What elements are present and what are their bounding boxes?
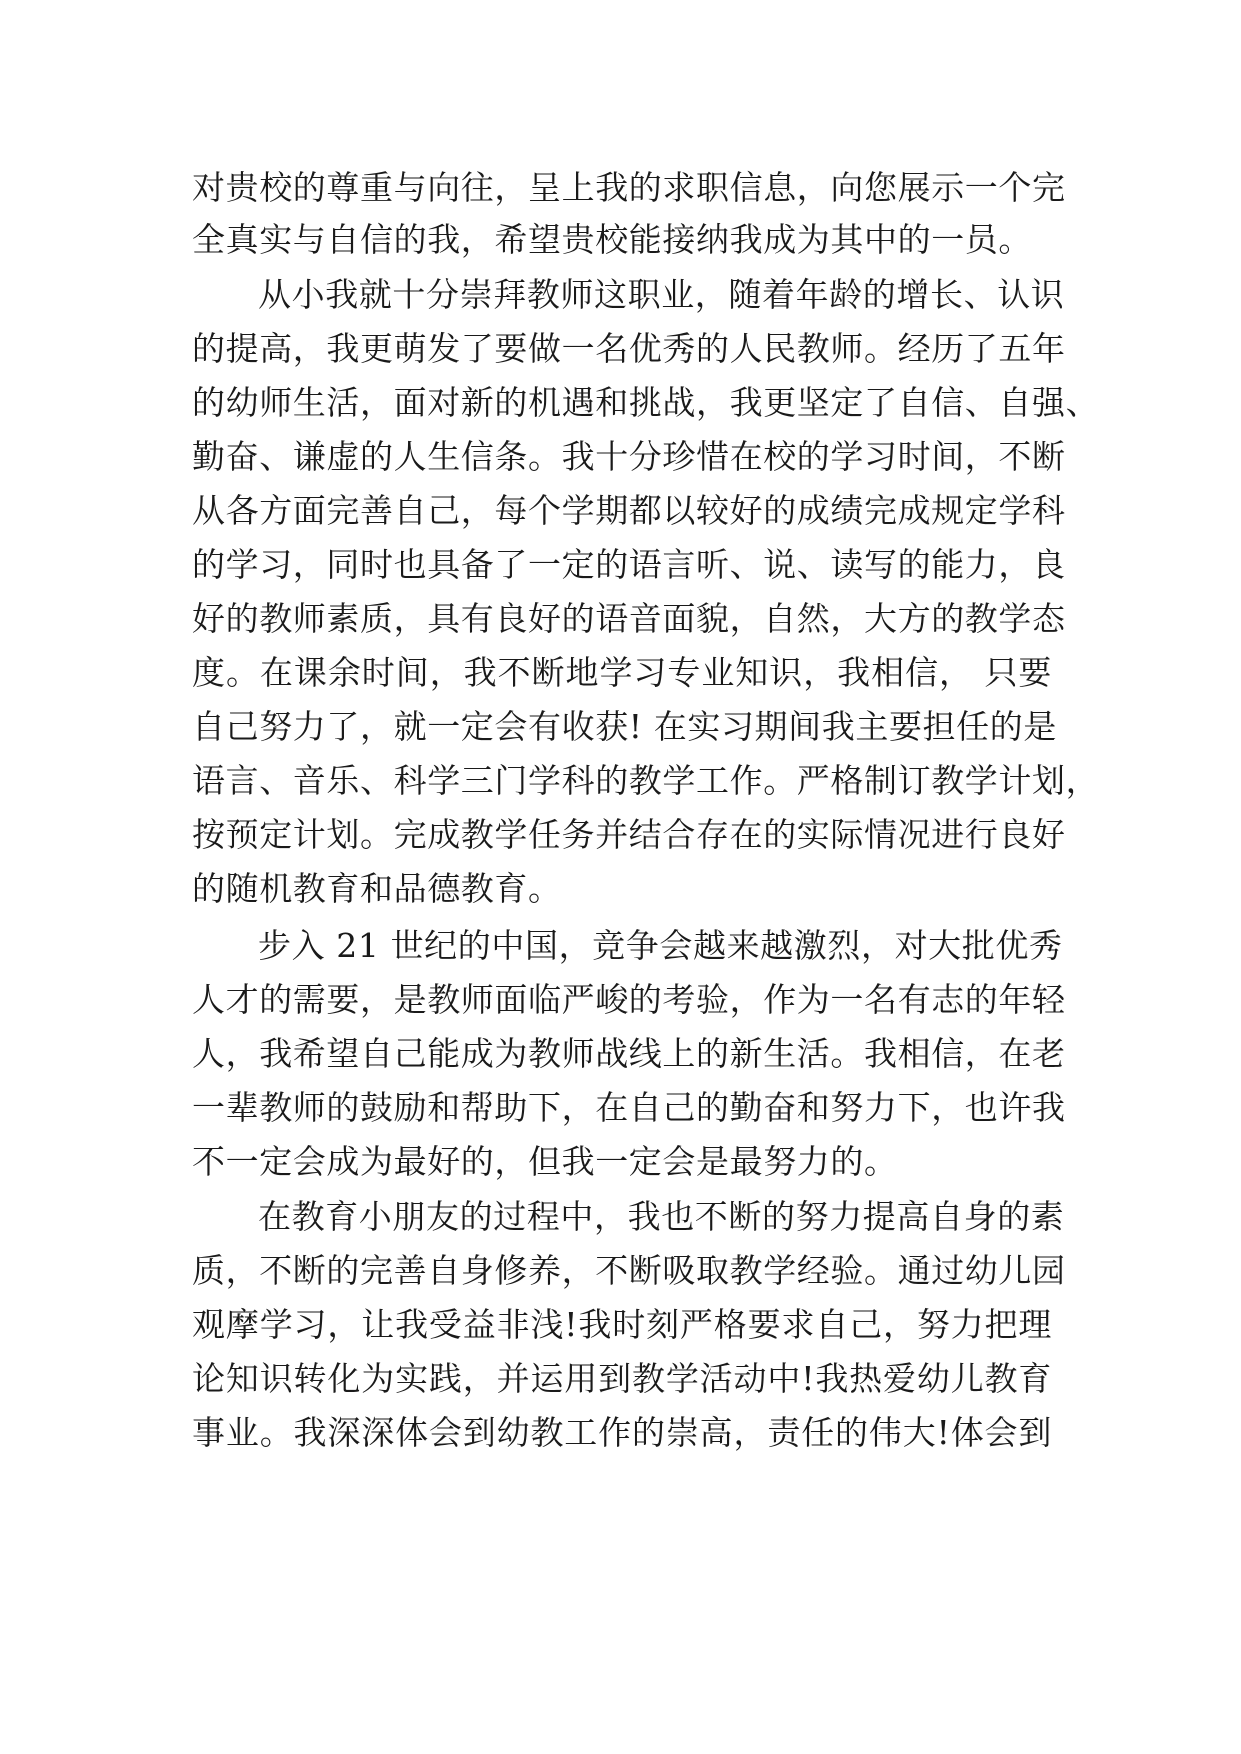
text-line-11: 自己努力了，就一定会有收获! 在实习期间我主要担任的是 (192, 707, 1057, 746)
text-line-23: 论知识转化为实践，并运用到教学活动中!我热爱幼儿教育 (192, 1359, 1052, 1398)
text-line-13: 按预定计划。完成教学任务并结合存在的实际情况进行良好 (192, 815, 1066, 854)
text-line-9: 好的教师素质，具有良好的语音面貌，自然，大方的教学态 (192, 599, 1066, 638)
text-line-5: 的幼师生活，面对新的机遇和挑战，我更坚定了自信、自强、 (192, 383, 1100, 422)
text-line-8: 的学习，同时也具备了一定的语言听、说、读写的能力，良 (192, 545, 1066, 584)
text-line-6: 勤奋、谦虚的人生信条。我十分珍惜在校的学习时间，不断 (192, 437, 1066, 476)
text-line-17: 人，我希望自己能成为教师战线上的新生活。我相信，在老 (192, 1034, 1066, 1073)
text-line-10: 度。在课余时间，我不断地学习专业知识，我相信， 只要 (192, 653, 1052, 692)
text-line-18: 一辈教师的鼓励和帮助下，在自己的勤奋和努力下，也许我 (192, 1088, 1066, 1127)
text-line-19: 不一定会成为最好的，但我一定会是最努力的。 (192, 1142, 898, 1181)
text-line-22: 观摩学习，让我受益非浅!我时刻严格要求自己，努力把理 (192, 1305, 1052, 1344)
paragraph-start-line: 在教育小朋友的过程中，我也不断的努力提高自身的素 (258, 1197, 1065, 1236)
paragraph-start-line: 从小我就十分崇拜教师这职业，随着年龄的增长、认识 (258, 275, 1065, 314)
text-line-12: 语言、音乐、科学三门学科的教学工作。严格制订教学计划， (192, 761, 1100, 800)
text-line-21: 质，不断的完善自身修养，不断吸取教学经验。通过幼儿园 (192, 1251, 1066, 1290)
text-line-2: 全真实与自信的我，希望贵校能接纳我成为其中的一员。 (192, 220, 1032, 259)
text-line-24: 事业。我深深体会到幼教工作的崇高，责任的伟大!体会到 (192, 1413, 1052, 1452)
paragraph-start-line: 步入 21 世纪的中国，竞争会越来越激烈，对大批优秀 (258, 926, 1063, 965)
text-line-7: 从各方面完善自己，每个学期都以较好的成绩完成规定学科 (192, 491, 1066, 530)
text-line-1: 对贵校的尊重与向往，呈上我的求职信息，向您展示一个完 (192, 168, 1066, 207)
text-line-16: 人才的需要，是教师面临严峻的考验，作为一名有志的年轻 (192, 980, 1066, 1019)
text-line-14: 的随机教育和品德教育。 (192, 869, 562, 908)
text-line-4: 的提高，我更萌发了要做一名优秀的人民教师。经历了五年 (192, 329, 1066, 368)
